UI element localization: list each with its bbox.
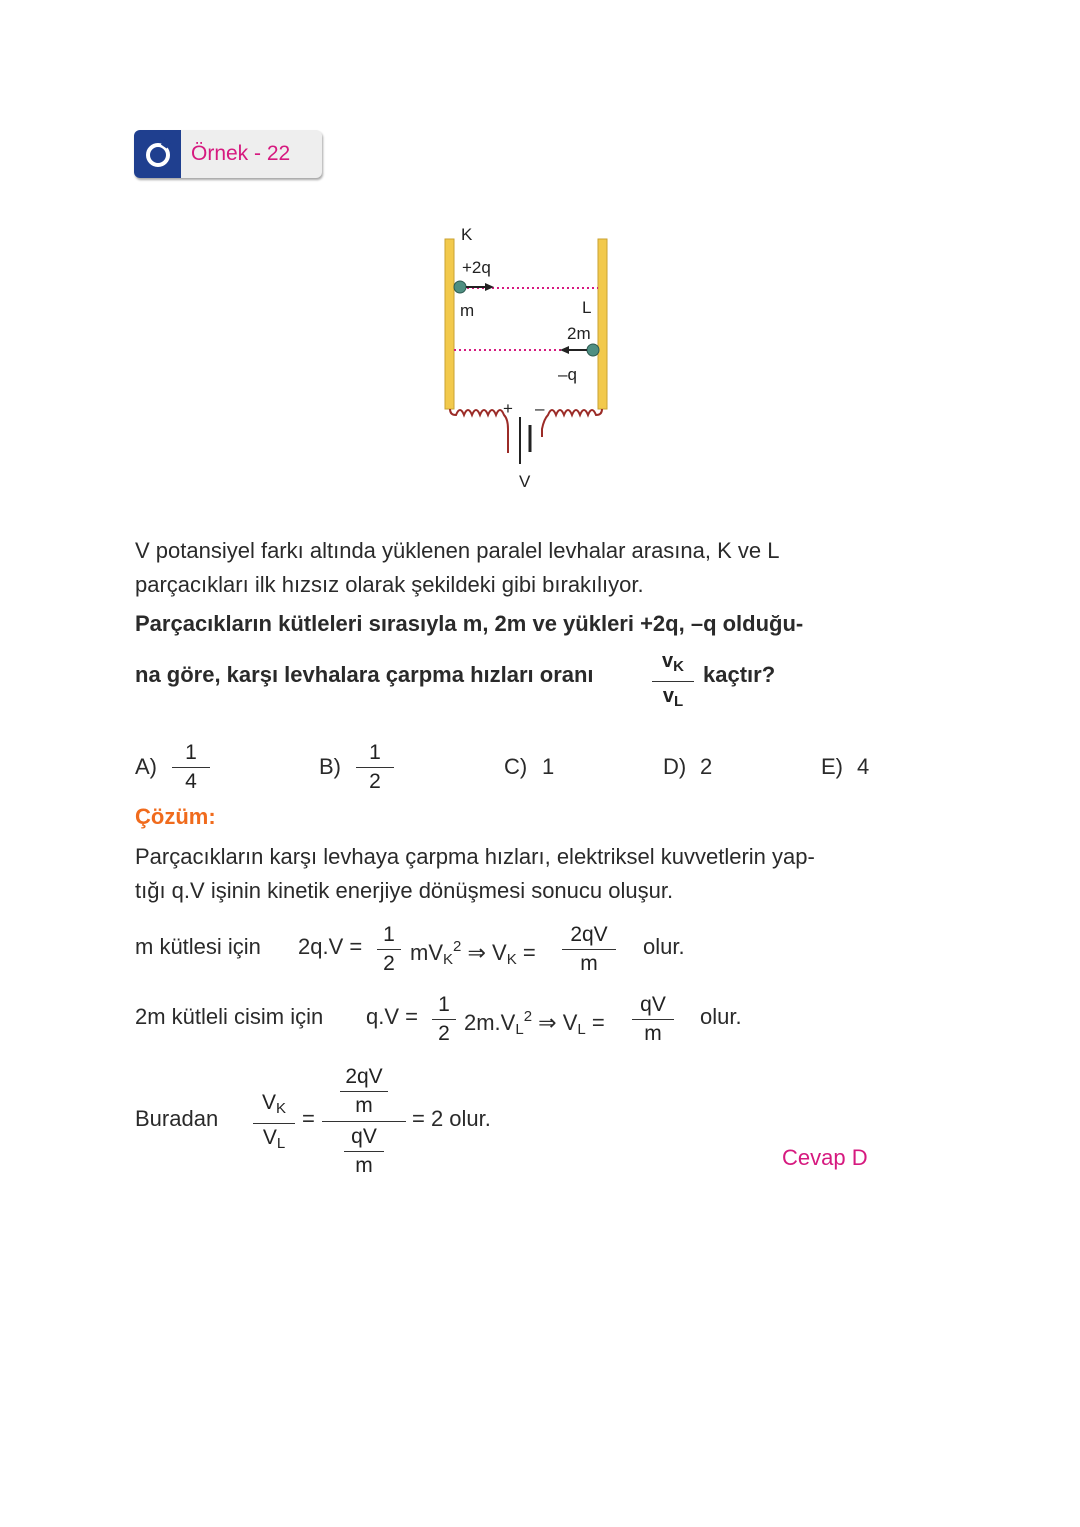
label-voltage: V	[519, 472, 531, 491]
eq1-arrow-sub: K	[506, 951, 517, 968]
label-charge-k: +2q	[462, 258, 491, 277]
eq2-arrow-text: ⇒ V	[538, 1010, 578, 1035]
final-vk-text: V	[261, 1091, 276, 1114]
eq1-mid-sup: 2	[453, 938, 462, 955]
final-vl-sub: L	[276, 1135, 286, 1152]
option-b-den: 2	[369, 770, 381, 793]
option-c-letter[interactable]: C)	[504, 754, 528, 779]
eq2-half	[432, 992, 456, 1047]
example-header-badge	[134, 130, 322, 178]
label-mass-l: 2m	[567, 324, 591, 343]
badge-icon-box	[134, 130, 181, 178]
eq1-mid-text: mV	[410, 940, 443, 965]
option-b-letter[interactable]: B)	[319, 754, 341, 779]
solution-title: Çözüm:	[135, 804, 216, 829]
eq1-half-den: 2	[383, 952, 395, 975]
final-bot-num: qV	[351, 1125, 377, 1148]
final-label: Buradan	[135, 1106, 219, 1131]
question-line-1: V potansiyel farkı altında yüklenen paralel levhalar arasına, K ve L	[135, 538, 780, 563]
option-a-den: 4	[185, 770, 197, 793]
eq1-label: m kütlesi için	[135, 934, 261, 959]
eq1-rhs	[562, 922, 616, 977]
label-charge-l: –q	[558, 365, 577, 384]
eq1-arrow-text: ⇒ V	[467, 940, 507, 965]
question-ratio	[652, 648, 694, 715]
eq2-middle	[464, 1000, 605, 1047]
eq2-lhs: q.V =	[366, 1004, 418, 1029]
option-b-num: 1	[369, 741, 381, 764]
option-a-num: 1	[185, 741, 197, 764]
answer-label: Cevap D	[782, 1145, 868, 1170]
option-d-value: 2	[700, 754, 713, 779]
option-a-fraction	[172, 740, 210, 795]
option-b-fraction	[356, 740, 394, 795]
arrow-l-head	[560, 346, 569, 354]
label-l: L	[582, 298, 592, 317]
option-a-letter[interactable]: A)	[135, 754, 157, 779]
question-line-4: na göre, karşı levhalara çarpma hızları oranı	[135, 662, 594, 687]
final-compound-fraction	[322, 1063, 406, 1180]
label-plus: +	[503, 399, 513, 418]
wire-left	[450, 409, 508, 453]
arrow-k-head	[485, 283, 494, 291]
final-top-den: m	[355, 1094, 373, 1117]
eq2-arrow-sub: L	[577, 1021, 586, 1038]
final-vk	[253, 1090, 295, 1122]
eq1-half	[377, 922, 401, 977]
option-e-letter[interactable]: E)	[821, 754, 843, 779]
question-line-4-tail: kaçtır?	[703, 662, 776, 687]
eq1-lhs: 2q.V =	[298, 934, 363, 959]
label-minus: –	[535, 399, 545, 418]
final-vl-text: V	[262, 1126, 277, 1149]
eq1-tail: olur.	[643, 934, 685, 959]
option-d-letter[interactable]: D)	[663, 754, 687, 779]
eq2-rhs-num: qV	[640, 993, 666, 1016]
particle-l	[587, 344, 599, 356]
final-vl	[253, 1125, 295, 1157]
example-title: Örnek - 22	[191, 142, 291, 165]
eq2-half-den: 2	[438, 1022, 450, 1045]
plate-left	[445, 239, 454, 409]
eq2-mid-text: 2m.V	[464, 1010, 516, 1035]
eq2-equals: =	[591, 1010, 605, 1035]
final-bottom-fraction	[322, 1123, 406, 1180]
final-top-num: 2qV	[345, 1065, 383, 1088]
eq1-rhs-den: m	[580, 952, 598, 975]
question-line-3: Parçacıkların kütleleri sırasıyla m, 2m ve yükleri +2q, –q olduğu-	[135, 611, 804, 636]
eq2-mid-sup: 2	[523, 1008, 533, 1025]
eq1-mid-sub: K	[443, 951, 454, 968]
final-vk-vl	[253, 1090, 295, 1157]
label-k: K	[461, 225, 473, 244]
eq1-middle	[410, 930, 536, 977]
final-top-fraction	[322, 1063, 406, 1120]
label-mass-k: m	[460, 301, 475, 320]
eq2-rhs	[632, 992, 674, 1047]
option-e-value: 4	[857, 754, 870, 779]
final-equals: =	[302, 1106, 315, 1131]
eq2-rhs-den: m	[644, 1022, 662, 1045]
plate-right	[598, 239, 607, 409]
ratio-numerator: $v_K$	[662, 650, 684, 675]
parallel-plates-diagram	[430, 222, 630, 497]
question-line-2: parçacıkları ilk hızsız olarak şekildeki gibi bırakılıyor.	[135, 572, 644, 597]
eq2-half-num: 1	[438, 993, 450, 1016]
eq1-half-num: 1	[383, 923, 395, 946]
final-bot-den: m	[355, 1154, 373, 1177]
eq2-mid-sub: L	[515, 1021, 524, 1038]
solution-line-2: tığı q.V işinin kinetik enerjiye dönüşmesi sonucu oluşur.	[135, 878, 674, 903]
eq2-label: 2m kütleli cisim için	[135, 1004, 324, 1029]
final-vk-sub: K	[276, 1100, 287, 1117]
eq2-tail: olur.	[700, 1004, 742, 1029]
wire-right	[542, 409, 602, 437]
ratio-denominator: $v_L$	[662, 685, 684, 710]
solution-line-1: Parçacıkların karşı levhaya çarpma hızları, elektriksel kuvvetlerin yap-	[135, 844, 815, 869]
eq1-equals: =	[522, 940, 536, 965]
final-result: = 2 olur.	[412, 1106, 491, 1131]
eq1-rhs-num: 2qV	[570, 923, 608, 946]
option-c-value: 1	[542, 754, 555, 779]
particle-k	[454, 281, 466, 293]
